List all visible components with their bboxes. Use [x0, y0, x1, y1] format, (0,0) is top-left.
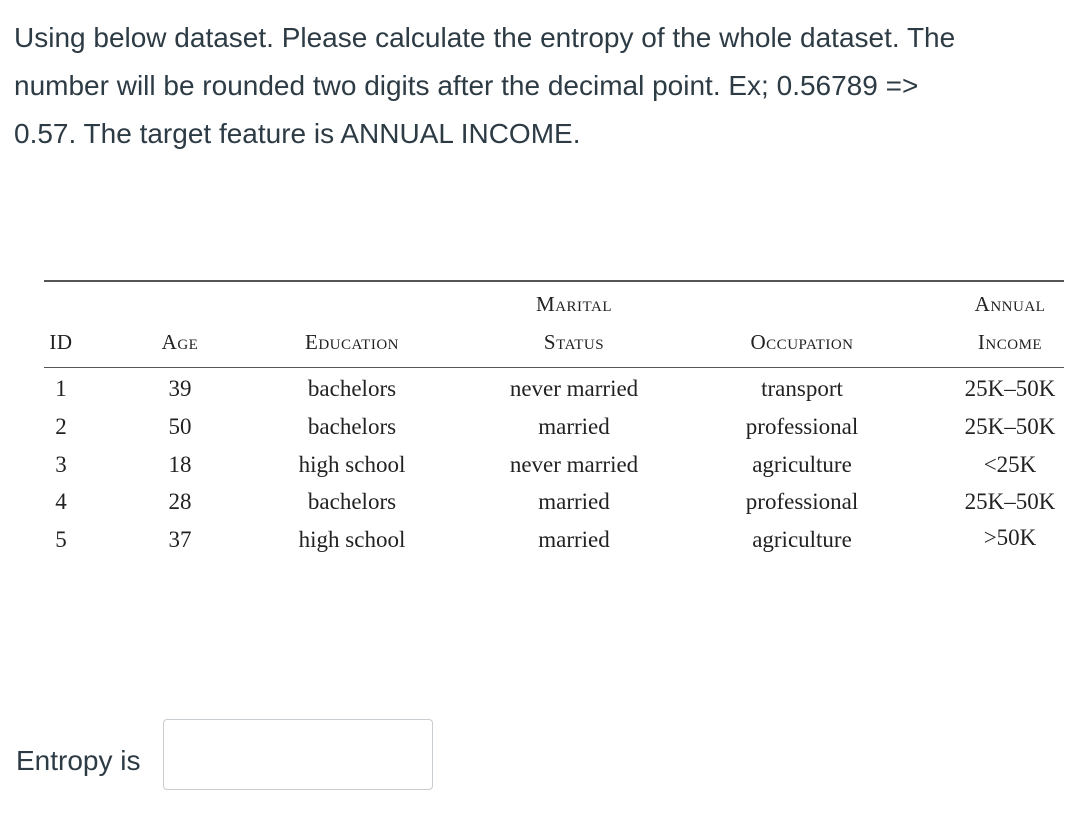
- cell-education: high school: [298, 527, 406, 552]
- header-id: ID: [49, 330, 73, 354]
- header-rule: [44, 367, 1064, 368]
- cell-marital-status: married: [538, 527, 610, 552]
- cell-annual-income: >50K: [983, 525, 1037, 550]
- header-annual-income-line-2: Income: [977, 330, 1043, 354]
- cell-occupation: agriculture: [752, 452, 852, 477]
- cell-id: 4: [55, 489, 67, 514]
- header-age: Age: [161, 330, 199, 354]
- cell-id: 2: [55, 414, 67, 439]
- table-top-rule: [44, 280, 1064, 282]
- cell-marital-status: never married: [509, 376, 639, 401]
- header-occupation: Occupation: [750, 330, 854, 354]
- cell-occupation: transport: [761, 376, 843, 401]
- cell-id: 3: [55, 452, 67, 477]
- entropy-label: Entropy is: [16, 745, 141, 776]
- cell-occupation: professional: [745, 414, 859, 439]
- cell-education: bachelors: [307, 414, 397, 439]
- cell-age: 18: [168, 452, 192, 477]
- cell-id: 1: [55, 376, 67, 401]
- header-education: Education: [305, 330, 399, 354]
- cell-education: bachelors: [307, 489, 397, 514]
- cell-marital-status: married: [538, 414, 610, 439]
- question-line-2: number will be rounded two digits after the decimal point. Ex; 0.56789 =>: [14, 70, 919, 101]
- cell-age: 37: [168, 527, 192, 552]
- cell-id: 5: [55, 527, 67, 552]
- cell-education: high school: [298, 452, 406, 477]
- cell-age: 39: [168, 376, 192, 401]
- cell-occupation: agriculture: [752, 527, 852, 552]
- cell-annual-income: 25K–50K: [964, 414, 1056, 439]
- question-text: [14, 14, 1064, 158]
- cell-annual-income: <25K: [983, 452, 1037, 477]
- header-annual-income-line-1: Annual: [974, 292, 1046, 316]
- header-marital-status-line-1: Marital: [536, 292, 612, 316]
- cell-occupation: professional: [745, 489, 859, 514]
- cell-annual-income: 25K–50K: [964, 489, 1056, 514]
- cell-annual-income: 25K–50K: [964, 376, 1056, 401]
- cell-age: 28: [168, 489, 192, 514]
- cell-marital-status: married: [538, 489, 610, 514]
- entropy-answer-input[interactable]: [163, 719, 433, 790]
- question-line-1: Using below dataset. Please calculate the entropy of the whole dataset. The: [14, 22, 956, 53]
- cell-marital-status: never married: [509, 452, 639, 477]
- cell-age: 50: [168, 414, 192, 439]
- header-marital-status-line-2: Status: [543, 330, 605, 354]
- question-line-3: 0.57. The target feature is ANNUAL INCOME.: [14, 118, 581, 149]
- cell-education: bachelors: [307, 376, 397, 401]
